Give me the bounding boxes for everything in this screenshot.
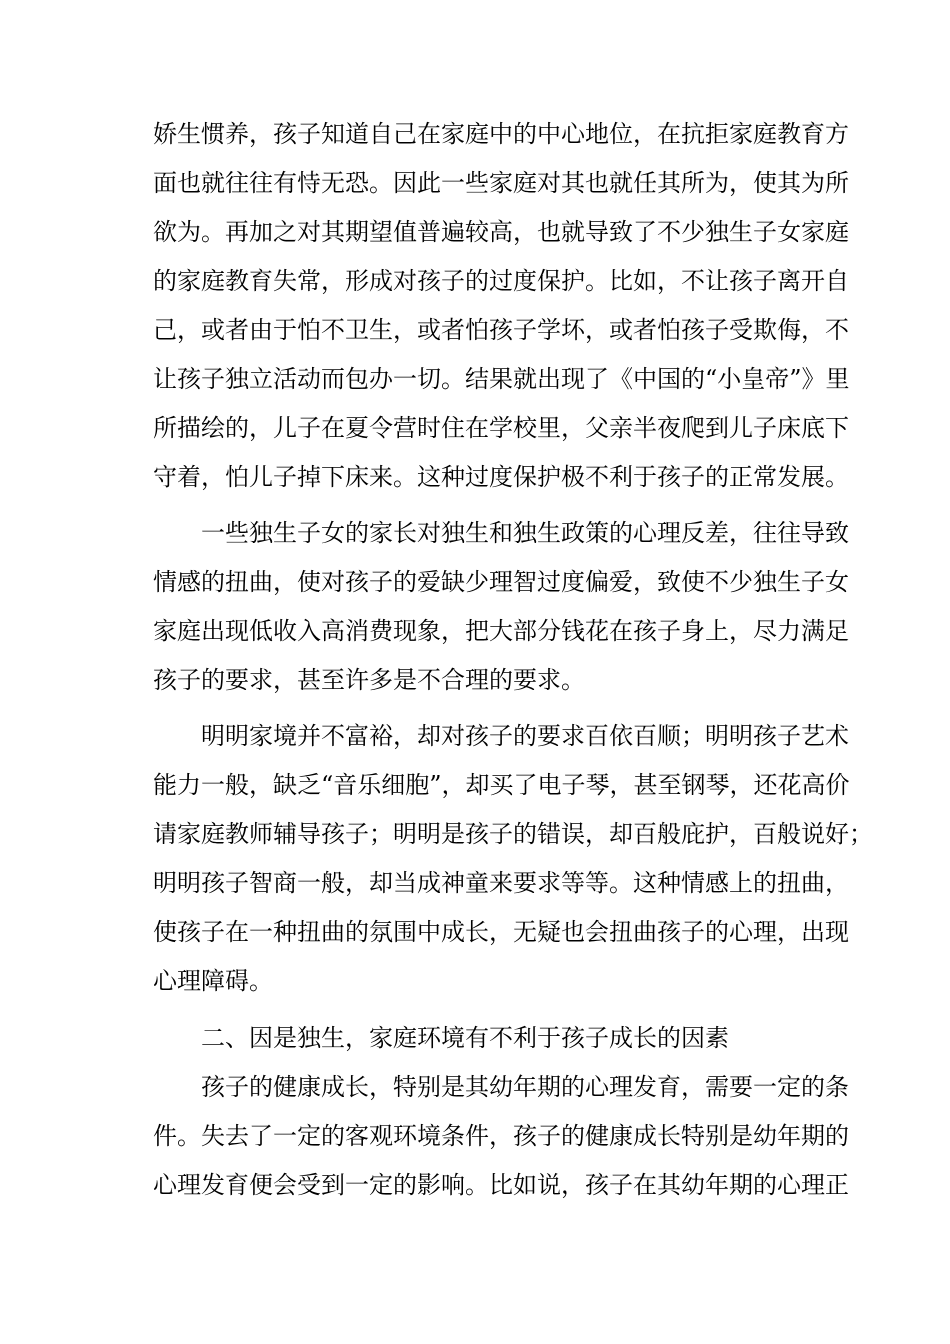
text-line: 所描绘的，儿子在夏令营时住在学校里，父亲半夜爬到儿子床底下 — [153, 414, 849, 442]
text-line: 让孩子独立活动而包办一切。结果就出现了《中国的“小皇帝”》里 — [153, 365, 850, 393]
text-line: 心理障碍。 — [153, 967, 273, 995]
text-line: 能力一般，缺乏“音乐细胞”，却买了电子琴，甚至钢琴，还花高价 — [153, 771, 850, 799]
text-line: 家庭出现低收入高消费现象，把大部分钱花在孩子身上，尽力满足 — [153, 617, 849, 645]
text-line: 明明家境并不富裕，却对孩子的要求百依百顺；明明孩子艺术 — [201, 722, 849, 750]
text-line: 的家庭教育失常，形成对孩子的过度保护。比如，不让孩子离开自 — [153, 267, 849, 295]
text-line: 孩子的健康成长，特别是其幼年期的心理发育，需要一定的条 — [201, 1073, 849, 1101]
text-line: 心理发育便会受到一定的影响。比如说，孩子在其幼年期的心理正 — [153, 1171, 849, 1199]
text-line: 娇生惯养，孩子知道自己在家庭中的中心地位，在抗拒家庭教育方 — [153, 120, 849, 148]
text-line: 一些独生子女的家长对独生和独生政策的心理反差，往往导致 — [201, 519, 849, 547]
text-line: 请家庭教师辅导孩子；明明是孩子的错误，却百般庇护，百般说好； — [153, 820, 873, 848]
text-line: 孩子的要求，甚至许多是不合理的要求。 — [153, 666, 585, 694]
text-line: 欲为。再加之对其期望值普遍较高，也就导致了不少独生子女家庭 — [153, 218, 849, 246]
text-line: 面也就往往有恃无恐。因此一些家庭对其也就任其所为，使其为所 — [153, 169, 849, 197]
text-line: 己，或者由于怕不卫生，或者怕孩子学坏，或者怕孩子受欺侮，不 — [153, 316, 849, 344]
text-line: 件。失去了一定的客观环境条件，孩子的健康成长特别是幼年期的 — [153, 1122, 849, 1150]
text-line: 守着，怕儿子掉下床来。这种过度保护极不利于孩子的正常发展。 — [153, 463, 849, 491]
text-line: 使孩子在一种扭曲的氛围中成长，无疑也会扭曲孩子的心理，出现 — [153, 918, 849, 946]
text-line: 情感的扭曲，使对孩子的爱缺少理智过度偏爱，致使不少独生子女 — [153, 568, 849, 596]
heading-line: 二、因是独生，家庭环境有不利于孩子成长的因素 — [201, 1024, 729, 1052]
text-line: 明明孩子智商一般，却当成神童来要求等等。这种情感上的扭曲， — [153, 869, 849, 897]
